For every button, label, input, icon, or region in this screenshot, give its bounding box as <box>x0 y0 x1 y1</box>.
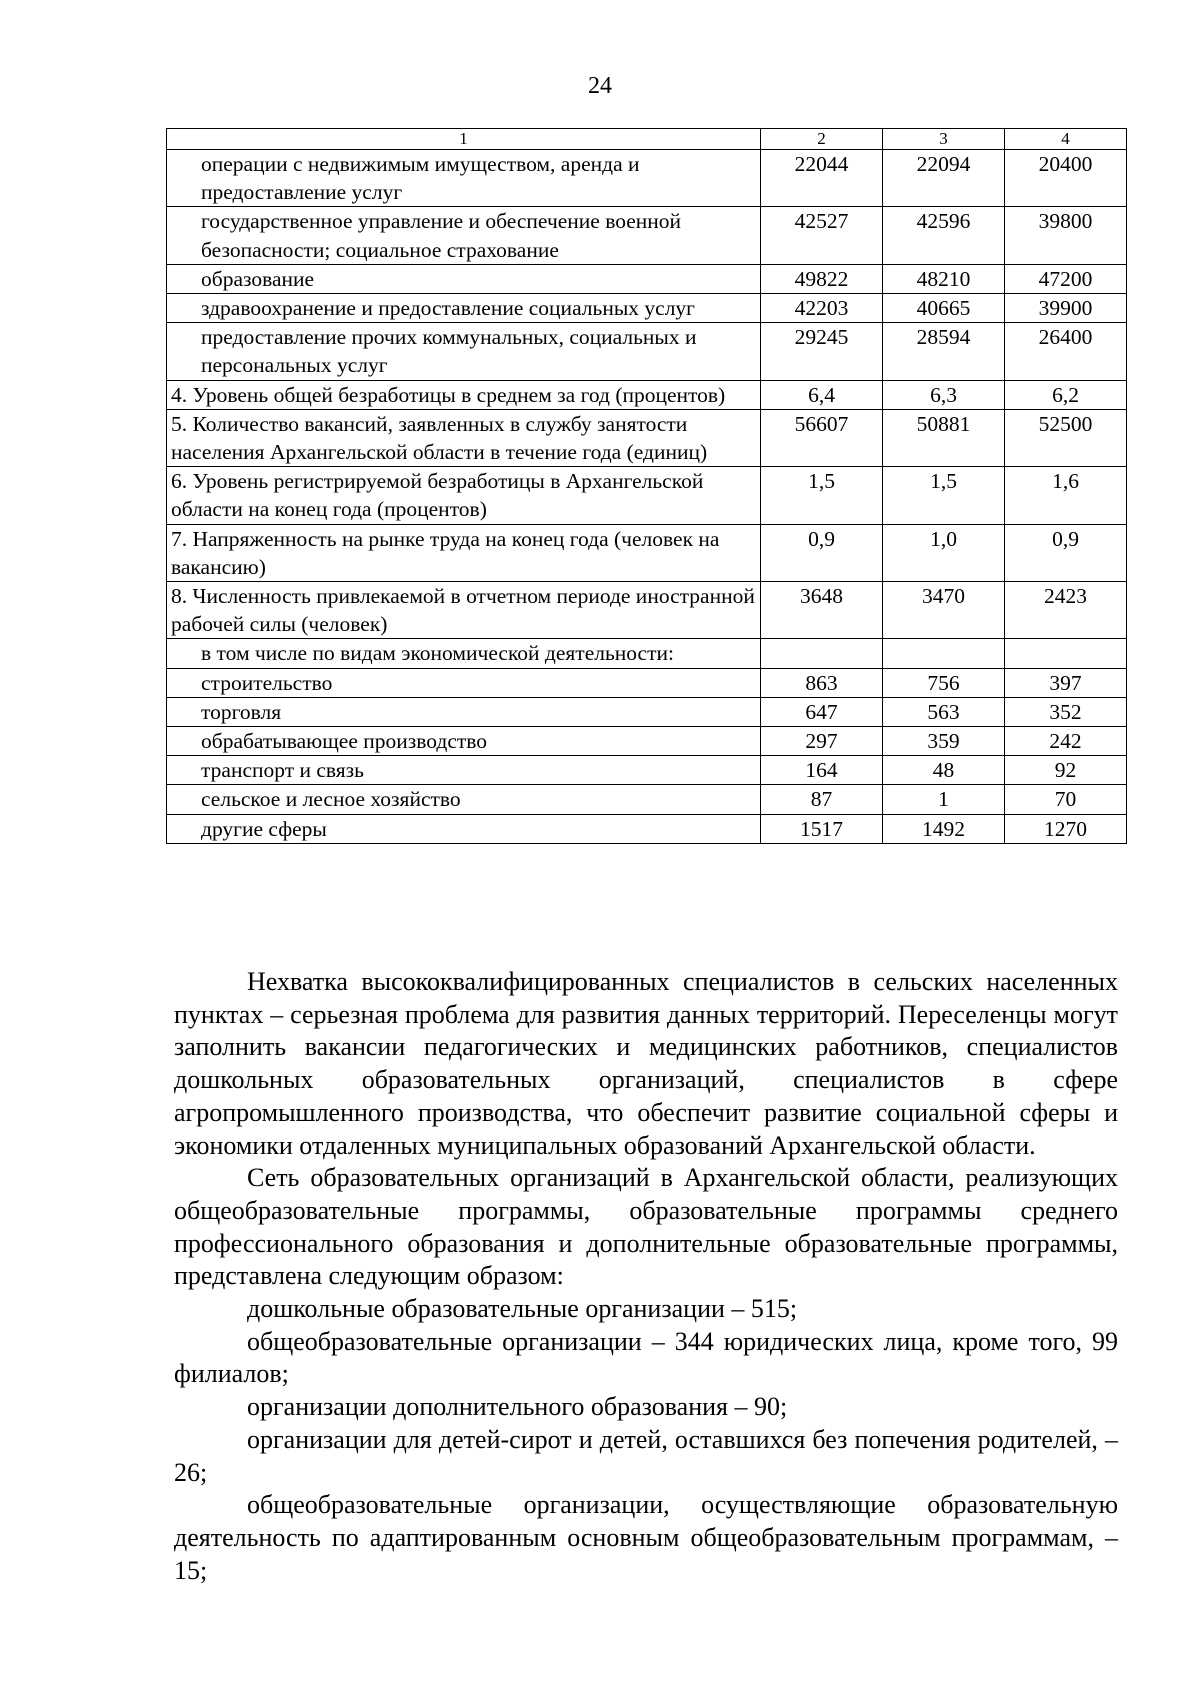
table-row <box>167 582 1127 639</box>
value-cell: 297 <box>761 727 883 756</box>
row-label: 5. Количество вакансий, заявленных в службу занятости населения Архангельской области в течение года (единиц) <box>167 409 761 466</box>
row-label: операции с недвижимым имуществом, аренда и предоставление услуг <box>167 150 761 207</box>
paragraph: Нехватка высококвалифицированных специалистов в сельских населенных пунктах – серьезная проблема для развития данных территорий. Переселенцы могут заполнить вакансии педагогических и медицинских работников, специалистов дошкольных образовательных организаций, специалистов в сфере агропромышленного производства, что обеспечит развитие социальной сферы и экономики отдаленных муниципальных образований Архангельской области. <box>174 967 1118 1160</box>
paragraph: общеобразовательные организации, осуществляющие образовательную деятельность по адаптированным основным общеобразовательным программам, – 15; <box>174 1490 1118 1585</box>
paragraph: общеобразовательные организации – 344 юридических лица, кроме того, 99 филиалов; <box>174 1326 1118 1389</box>
table-row <box>167 467 1127 524</box>
value-cell: 3470 <box>883 582 1005 639</box>
value-cell: 2423 <box>1005 582 1127 639</box>
value-cell: 1,6 <box>1005 467 1127 524</box>
header-cell: 4 <box>1005 129 1127 150</box>
value-cell: 397 <box>1005 668 1127 697</box>
value-cell: 863 <box>761 668 883 697</box>
table-row <box>167 814 1127 843</box>
value-cell: 756 <box>883 668 1005 697</box>
value-cell: 42596 <box>883 207 1005 264</box>
value-cell: 1492 <box>883 814 1005 843</box>
header-cell: 2 <box>761 129 883 150</box>
table-row <box>167 756 1127 785</box>
table-row <box>167 668 1127 697</box>
value-cell: 1,0 <box>883 524 1005 581</box>
row-label: транспорт и связь <box>167 756 761 785</box>
statistics-table <box>166 128 1127 844</box>
row-label: в том числе по видам экономической деятельности: <box>167 639 761 668</box>
table-row <box>167 524 1127 581</box>
table-row <box>167 409 1127 466</box>
body-text <box>174 966 1118 1587</box>
value-cell: 0,9 <box>1005 524 1127 581</box>
value-cell: 87 <box>761 785 883 814</box>
row-label: здравоохранение и предоставление социальных услуг <box>167 294 761 323</box>
value-cell: 39800 <box>1005 207 1127 264</box>
value-cell: 352 <box>1005 697 1127 726</box>
value-cell: 48 <box>883 756 1005 785</box>
row-label: образование <box>167 264 761 293</box>
value-cell: 563 <box>883 697 1005 726</box>
table-row <box>167 323 1127 380</box>
value-cell: 42527 <box>761 207 883 264</box>
value-cell: 52500 <box>1005 409 1127 466</box>
value-cell: 92 <box>1005 756 1127 785</box>
value-cell: 28594 <box>883 323 1005 380</box>
row-label: строительство <box>167 668 761 697</box>
value-cell: 1517 <box>761 814 883 843</box>
value-cell: 22094 <box>883 150 1005 207</box>
row-label: 7. Напряженность на рынке труда на конец года (человек на вакансию) <box>167 524 761 581</box>
header-cell: 3 <box>883 129 1005 150</box>
value-cell: 6,2 <box>1005 380 1127 409</box>
header-cell: 1 <box>167 129 761 150</box>
value-cell: 42203 <box>761 294 883 323</box>
table-row <box>167 727 1127 756</box>
value-cell: 647 <box>761 697 883 726</box>
paragraph: организации для детей-сирот и детей, оставшихся без попечения родителей, – 26; <box>174 1424 1118 1487</box>
value-cell: 242 <box>1005 727 1127 756</box>
table-row <box>167 785 1127 814</box>
table-row <box>167 207 1127 264</box>
value-cell: 1,5 <box>883 467 1005 524</box>
table-row <box>167 150 1127 207</box>
paragraph: организации дополнительного образования – 90; <box>247 1392 788 1422</box>
value-cell: 1270 <box>1005 814 1127 843</box>
row-label: другие сферы <box>167 814 761 843</box>
value-cell: 359 <box>883 727 1005 756</box>
paragraph: дошкольные образовательные организации – 515; <box>247 1294 798 1324</box>
value-cell: 49822 <box>761 264 883 293</box>
value-cell: 39900 <box>1005 294 1127 323</box>
table-row <box>167 697 1127 726</box>
value-cell <box>1005 639 1127 668</box>
value-cell: 47200 <box>1005 264 1127 293</box>
value-cell: 50881 <box>883 409 1005 466</box>
value-cell: 3648 <box>761 582 883 639</box>
table-header-row <box>167 129 1127 150</box>
value-cell <box>883 639 1005 668</box>
table-row <box>167 380 1127 409</box>
row-label: торговля <box>167 697 761 726</box>
row-label: обрабатывающее производство <box>167 727 761 756</box>
row-label: 8. Численность привлекаемой в отчетном периоде иностранной рабочей силы (человек) <box>167 582 761 639</box>
table-row <box>167 294 1127 323</box>
value-cell: 164 <box>761 756 883 785</box>
row-label: сельское и лесное хозяйство <box>167 785 761 814</box>
table-row <box>167 264 1127 293</box>
table-row <box>167 639 1127 668</box>
row-label: предоставление прочих коммунальных, социальных и персональных услуг <box>167 323 761 380</box>
value-cell: 20400 <box>1005 150 1127 207</box>
value-cell: 1 <box>883 785 1005 814</box>
value-cell: 56607 <box>761 409 883 466</box>
value-cell: 0,9 <box>761 524 883 581</box>
value-cell: 48210 <box>883 264 1005 293</box>
value-cell: 26400 <box>1005 323 1127 380</box>
value-cell: 70 <box>1005 785 1127 814</box>
value-cell: 22044 <box>761 150 883 207</box>
page-number: 24 <box>588 73 612 99</box>
value-cell: 6,4 <box>761 380 883 409</box>
value-cell: 6,3 <box>883 380 1005 409</box>
row-label: 6. Уровень регистрируемой безработицы в Архангельской области на конец года (процентов) <box>167 467 761 524</box>
row-label: государственное управление и обеспечение военной безопасности; социальное страхование <box>167 207 761 264</box>
value-cell: 1,5 <box>761 467 883 524</box>
value-cell: 29245 <box>761 323 883 380</box>
paragraph: Сеть образовательных организаций в Архангельской области, реализующих общеобразовательные программы, образовательные программы среднего профессионального образования и дополнительные образовательные программы, представлена следующим образом: <box>174 1163 1118 1291</box>
value-cell <box>761 639 883 668</box>
value-cell: 40665 <box>883 294 1005 323</box>
row-label: 4. Уровень общей безработицы в среднем за год (процентов) <box>167 380 761 409</box>
